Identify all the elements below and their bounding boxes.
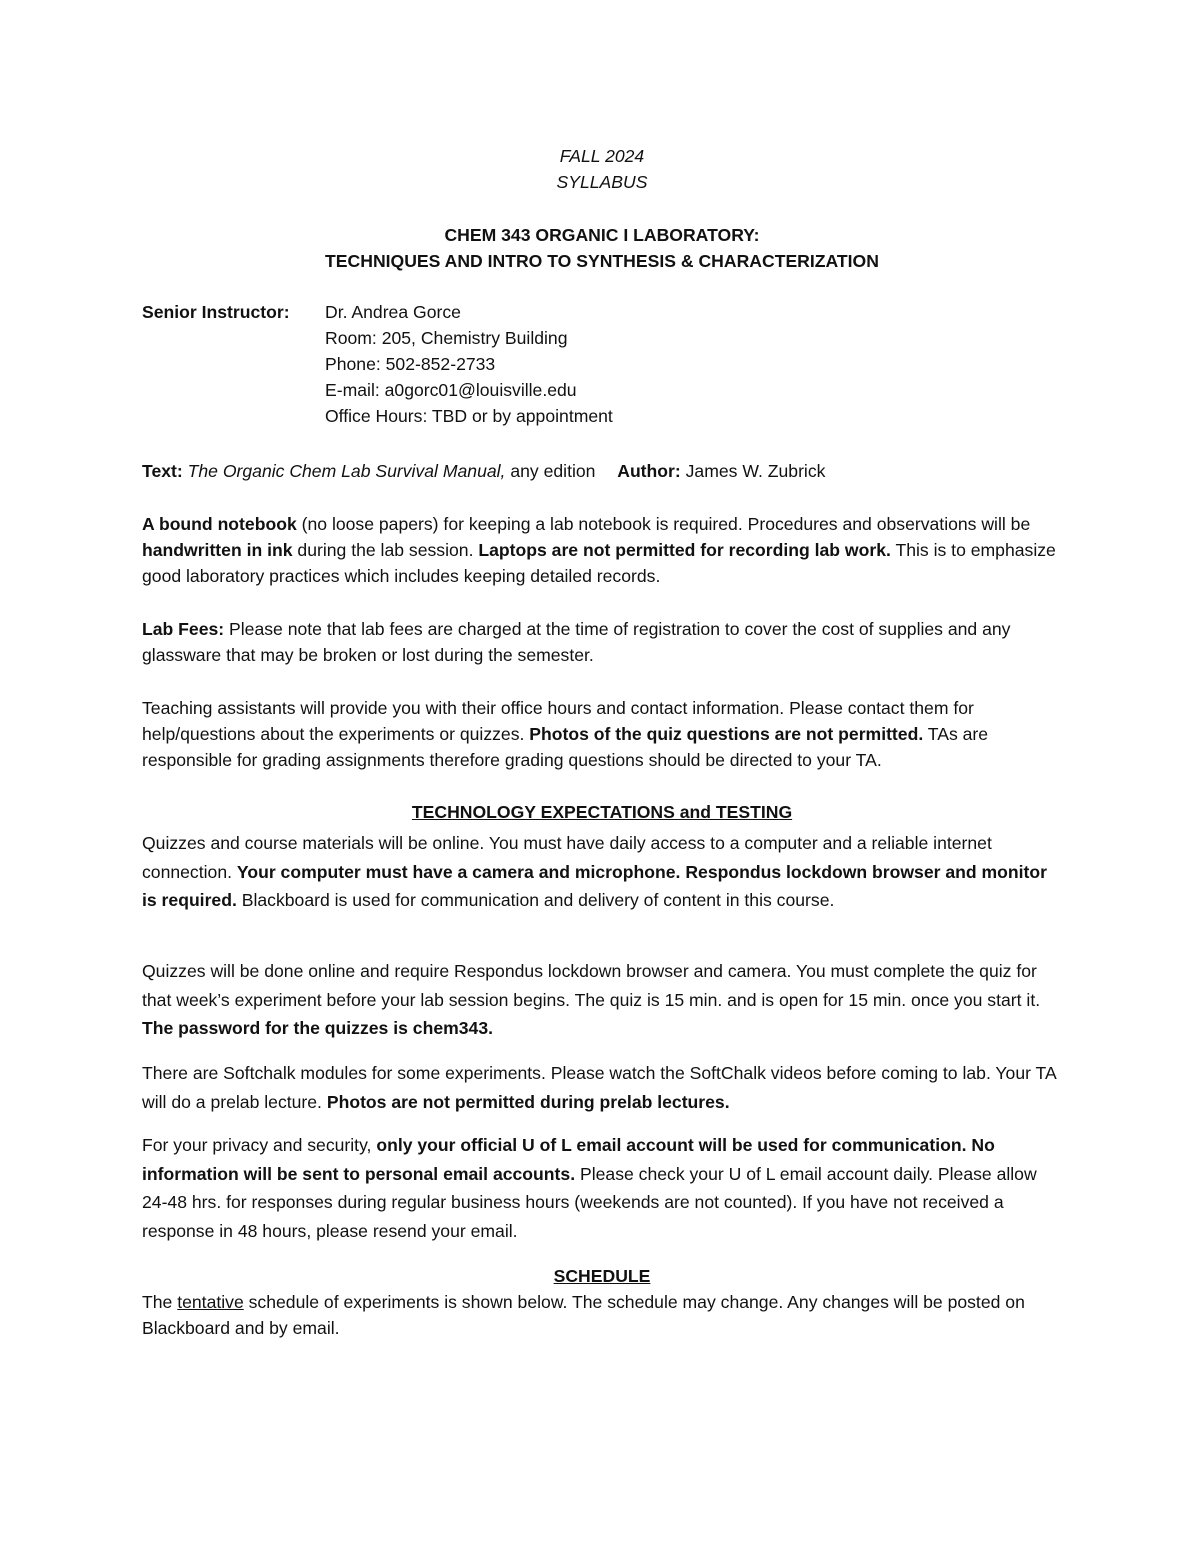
schedule-heading: SCHEDULE bbox=[553, 1266, 651, 1286]
technology-heading: TECHNOLOGY EXPECTATIONS and TESTING bbox=[411, 802, 793, 822]
instructor-email: E-mail: a0gorc01@louisville.edu bbox=[325, 380, 577, 400]
technology-paragraph-2: Quizzes will be done online and require Respondus lockdown browser and camera. You must complete the quiz for that week’s experiment before your lab session begins. The quiz is 15 min. and is open for 15 min. once you start it. The password for the quizzes is chem343. bbox=[142, 961, 1041, 1038]
course-title-line1: CHEM 343 ORGANIC I LABORATORY: bbox=[444, 225, 760, 245]
textbook-title: The Organic Chem Lab Survival Manual, bbox=[187, 461, 506, 481]
instructor-details bbox=[325, 299, 613, 429]
doc-type-line: SYLLABUS bbox=[556, 172, 648, 192]
textbook-line bbox=[142, 458, 1062, 484]
lab-fees-paragraph: Lab Fees: Please note that lab fees are charged at the time of registration to cover the cost of supplies and any glassware that may be broken or lost during the semester. bbox=[142, 619, 1011, 665]
lab-fees-label: Lab Fees: bbox=[142, 619, 225, 639]
author-label: Author: bbox=[617, 461, 681, 481]
text-label: Text: bbox=[142, 461, 183, 481]
instructor-label: Senior Instructor: bbox=[142, 302, 290, 322]
technology-paragraph-1: Quizzes and course materials will be online. You must have daily access to a computer and a reliable internet connection. Your computer must have a camera and microphone. Respondus lockdown browser and monitor is required. Blackboard is used for communication and delivery of content in this course. bbox=[142, 833, 1048, 910]
instructor-block bbox=[142, 299, 1062, 429]
course-title-line2: TECHNIQUES AND INTRO TO SYNTHESIS & CHARACTERIZATION bbox=[325, 251, 879, 271]
schedule-paragraph: The tentative schedule of experiments is shown below. The schedule may change. Any changes will be posted on Blackboard and by email. bbox=[142, 1292, 1025, 1338]
author-name: James W. Zubrick bbox=[680, 461, 826, 481]
term-line: FALL 2024 bbox=[559, 146, 645, 166]
instructor-office-hours: Office Hours: TBD or by appointment bbox=[325, 406, 613, 426]
technology-paragraph-4: For your privacy and security, only your official U of L email account will be used for communication. No information will be sent to personal email accounts. Please check your U of L email account daily. Please allow 24-48 hrs. for responses during regular business hours (weekends are not counted). If you have not received a response in 48 hours, please resend your email. bbox=[142, 1135, 1037, 1241]
technology-paragraph-3: There are Softchalk modules for some experiments. Please watch the SoftChalk videos before coming to lab. Your TA will do a prelab lecture. Photos are not permitted during prelab lectures. bbox=[142, 1063, 1056, 1112]
textbook-edition: any edition bbox=[505, 461, 596, 481]
notebook-paragraph: A bound notebook (no loose papers) for keeping a lab notebook is required. Procedures and observations will be handwritten in ink during the lab session. Laptops are not permitted for recording lab work. This is to emphasize good laboratory practices which includes keeping detailed records. bbox=[142, 514, 1056, 586]
instructor-room: Room: 205, Chemistry Building bbox=[325, 328, 568, 348]
instructor-name: Dr. Andrea Gorce bbox=[325, 302, 461, 322]
teaching-assistants-paragraph: Teaching assistants will provide you with their office hours and contact information. Please contact them for help/questions about the experiments or quizzes. Photos of the quiz questions are not permitted. TAs are responsible for grading assignments therefore grading questions should be directed to your TA. bbox=[142, 698, 989, 770]
instructor-phone: Phone: 502-852-2733 bbox=[325, 354, 496, 374]
